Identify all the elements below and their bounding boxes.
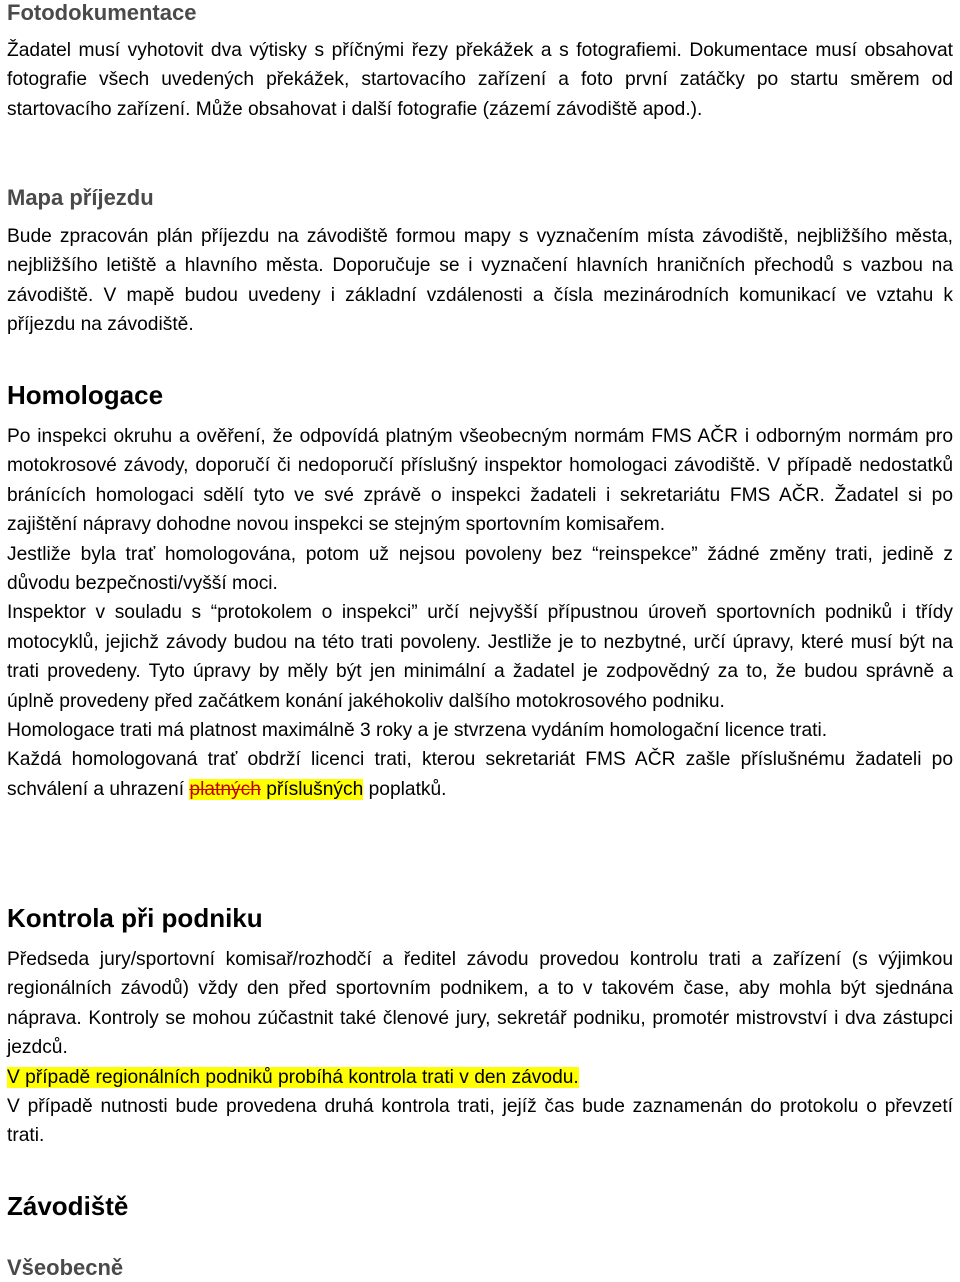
- section-mapa-prijezdu: [7, 222, 953, 340]
- heading-homologace: Homologace: [7, 380, 164, 410]
- paragraph: Jestliže byla trať homologována, potom už nejsou povoleny bez “reinspekce” žádné změny trati, jedině z důvodu bezpečnosti/vyšší moci.: [7, 543, 953, 595]
- deleted-text: platných: [189, 778, 261, 800]
- paragraph: Inspektor v souladu s “protokolem o inspekci” určí nejvyšší přípustnou úroveň sportovních podniků i třídy motocyklů, jejichž závody budou na této trati povoleny. Jestliže je to nezbytné, určí úpravy, které musí být na trati provedeny. Tyto úpravy by měly být jen minimální a žadatel je zodpovědný za to, že budou správně a úplně provedeny před začátkem konání jakéhokoliv dalšího motokrosového podniku.: [7, 602, 953, 712]
- highlighted-text: V případě regionálních podniků probíhá kontrola trati v den závodu.: [7, 1066, 579, 1088]
- paragraph: Žadatel musí vyhotovit dva výtisky s příčnými řezy překážek a s fotografiemi. Dokumentace musí obsahovat fotografie všech uvedených překážek, startovacího zařízení a foto první zatáčky po startu směrem od startovacího zařízení. Může obsahovat i další fotografie (zázemí závodiště apod.).: [7, 40, 953, 120]
- heading-mapa-prijezdu: Mapa příjezdu: [7, 185, 154, 210]
- paragraph: V případě nutnosti bude provedena druhá kontrola trati, jejíž čas bude zaznamenán do protokolu o převzetí trati.: [7, 1096, 953, 1147]
- inserted-text: příslušných: [266, 778, 364, 800]
- section-homologace: [7, 422, 953, 804]
- paragraph-highlighted: [7, 1063, 953, 1092]
- heading-vseobecne: Všeobecně: [7, 1255, 124, 1280]
- text-segment: poplatků.: [368, 778, 447, 800]
- paragraph: Předseda jury/sportovní komisař/rozhodčí a ředitel závodu provedou kontrolu trati a zařízení (s výjimkou regionálních závodů) vždy den před sportovním podnikem, a to v takovém čase, aby mohla být sjednána náprava. Kontroly se mohou zúčastnit také členové jury, sekretář podniku, promotér mistrovství i dva zástupci jezdců.: [7, 949, 953, 1059]
- heading-kontrola-pri-podniku: Kontrola při podniku: [7, 903, 263, 933]
- paragraph-license: [7, 745, 953, 804]
- text-segment: Každá homologovaná trať obdrží licenci trati, kterou sekretariát FMS AČR zašle příslušnému žadateli po schválení a uhrazení: [7, 749, 953, 800]
- heading-zavodiste: Závodiště: [7, 1191, 129, 1221]
- section-fotodokumentace: [7, 36, 953, 124]
- section-kontrola-pri-podniku: [7, 945, 953, 1151]
- paragraph: Bude zpracován plán příjezdu na závodiště formou mapy s vyznačením místa závodiště, nejbližšího města, nejbližšího letiště a hlavního města. Doporučuje se i vyznačení hlavních hraničních přechodů s vazbou na závodiště. V mapě budou uvedeny i základní vzdálenosti a čísla mezinárodních komunikací ve vztahu k příjezdu na závodiště.: [7, 226, 953, 336]
- heading-fotodokumentace: Fotodokumentace: [7, 0, 197, 25]
- paragraph: Homologace trati má platnost maximálně 3 roky a je stvrzena vydáním homologační licence trati.: [7, 720, 828, 742]
- paragraph: Po inspekci okruhu a ověření, že odpovídá platným všeobecným normám FMS AČR i odborným normám pro motokrosové závody, doporučí či nedoporučí příslušný inspektor homologaci závodiště. V případě nedostatků bránících homologaci sdělí tyto ve své zprávě o inspekci žadateli i sekretariátu FMS AČR. Žadatel si po zajištění nápravy dohodne novou inspekci se stejným sportovním komisařem.: [7, 426, 953, 536]
